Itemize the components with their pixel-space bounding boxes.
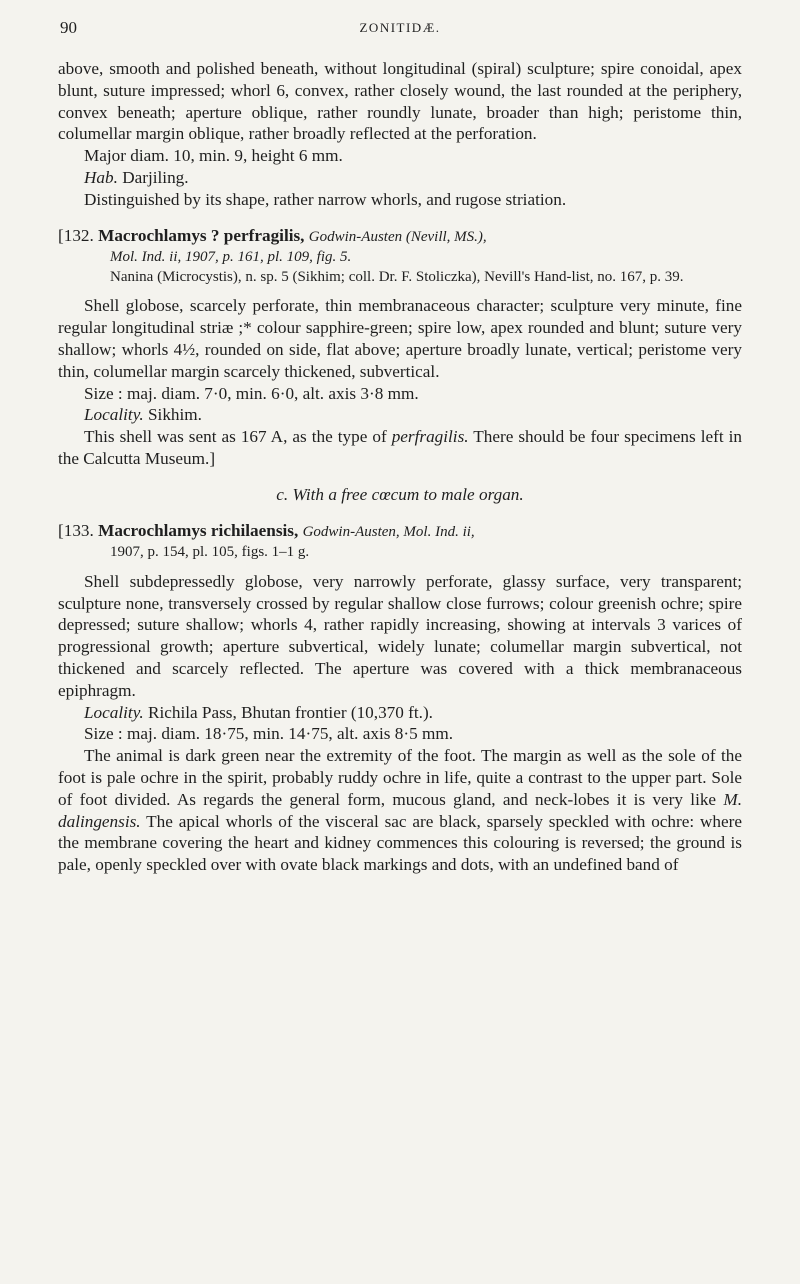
continued-paragraph: above, smooth and polished beneath, without longitudinal (spiral) sculpture; spire conoidal, apex blunt, suture impressed; whorl 6, convex, rather closely wound, the last rounded at the periphery, convex beneath; aperture oblique, rather roundly lunate, broader than high; peristome thin, columellar margin oblique, rather broadly reflected at the perforation.: [58, 59, 742, 144]
habitat-line: [58, 167, 742, 189]
note-text-end: There should be four specimens left in the Calcutta Museum.]: [58, 427, 742, 468]
species-132-locality: [58, 404, 742, 426]
species-reference: 1907, p. 154, pl. 105, figs. 1–1 g.: [110, 544, 310, 561]
section-heading: c. With a free cœcum to male organ.: [276, 484, 524, 504]
species-133-size: Size : maj. diam. 18·75, min. 14·75, alt. axis 8·5 mm.: [84, 724, 454, 744]
species-reference: Mol. Ind. ii, 1907, p. 161, pl. 109, fig. 5.: [110, 249, 352, 266]
page-body: [58, 58, 742, 876]
locality-label: Locality.: [84, 405, 144, 425]
species-authority: Godwin-Austen (Nevill, MS.),: [308, 228, 487, 245]
locality-label: Locality.: [84, 702, 144, 722]
distinguished-line: Distinguished by its shape, rather narrow whorls, and rugose striation.: [84, 189, 567, 209]
species-name: Macrochlamys ? perfragilis,: [98, 225, 305, 245]
animal-text-end: The apical whorls of the visceral sac are black, sparsely speckled with ochre: where the membrane covering the heart and kidney commences this colouring is reversed; the ground is pale, openly speckled over with ovate black markings and dots, with an undefined band of: [58, 811, 742, 875]
species-synonym: Nanina (Microcystis), n. sp. 5 (Sikhim; coll. Dr. F. Stoliczka), Nevill's Hand-list, no. 167, p. 39.: [110, 268, 684, 285]
running-title: ZONITIDÆ.: [359, 20, 441, 35]
species-133-animal: [58, 745, 742, 876]
habitat-value: Darjiling.: [117, 167, 189, 187]
habitat-label: Hab.: [84, 167, 118, 187]
species-number: [132.: [58, 225, 94, 245]
note-species: perfragilis.: [391, 427, 469, 447]
species-132-description: Shell globose, scarcely perforate, thin membranaceous character; sculpture very minute, fine regular longitudinal striæ ;* colour sapphire-green; spire low, apex rounded and blunt; suture very shallow; whorls 4½, rounded on side, flat above; aperture broadly lunate, vertical; peristome very thin, columellar margin scarcely thickened, subvertical.: [58, 296, 742, 381]
species-132-size: Size : maj. diam. 7·0, min. 6·0, alt. axis 3·8 mm.: [84, 383, 419, 403]
species-132-heading: [58, 225, 742, 288]
locality-value: Richila Pass, Bhutan frontier (10,370 ft.).: [143, 702, 433, 722]
species-132-note: [58, 426, 742, 470]
measurement-line: Major diam. 10, min. 9, height 6 mm.: [84, 146, 343, 166]
species-authority: Godwin-Austen, Mol. Ind. ii,: [302, 523, 475, 540]
animal-text: The animal is dark green near the extremity of the foot. The margin as well as the sole of the foot is pale ochre in the spirit, probably ruddy ochre in life, quite a contrast to the upper part. Sole of foot divided. As regards the general form, mucous gland, and neck-lobes it is very like: [58, 746, 742, 809]
page-number: 90: [60, 18, 77, 37]
note-text: This shell was sent as 167 A, as the type of: [84, 427, 392, 447]
locality-value: Sikhim.: [143, 405, 202, 425]
animal-species: M. dalingensis.: [58, 789, 742, 831]
page-header: [60, 18, 740, 42]
species-number: [133.: [58, 520, 94, 540]
species-133-description: Shell subdepressedly globose, very narrowly perforate, glassy surface, very transparent; sculpture none, transversely crossed by regular shallow close furrows; colour greenish ochre; spire depressed; suture shallow; whorls 4, rather rapidly increasing, showing at intervals 3 varices of progressional growth; aperture subvertical, widely lunate; columellar margin subvertical, not thickened and scarcely reflected. The aperture was covered with a thick membranaceous epiphragm.: [58, 571, 742, 700]
species-133-locality: [58, 702, 742, 724]
species-133-heading: [58, 520, 742, 563]
species-name: Macrochlamys richilaensis,: [98, 520, 299, 540]
